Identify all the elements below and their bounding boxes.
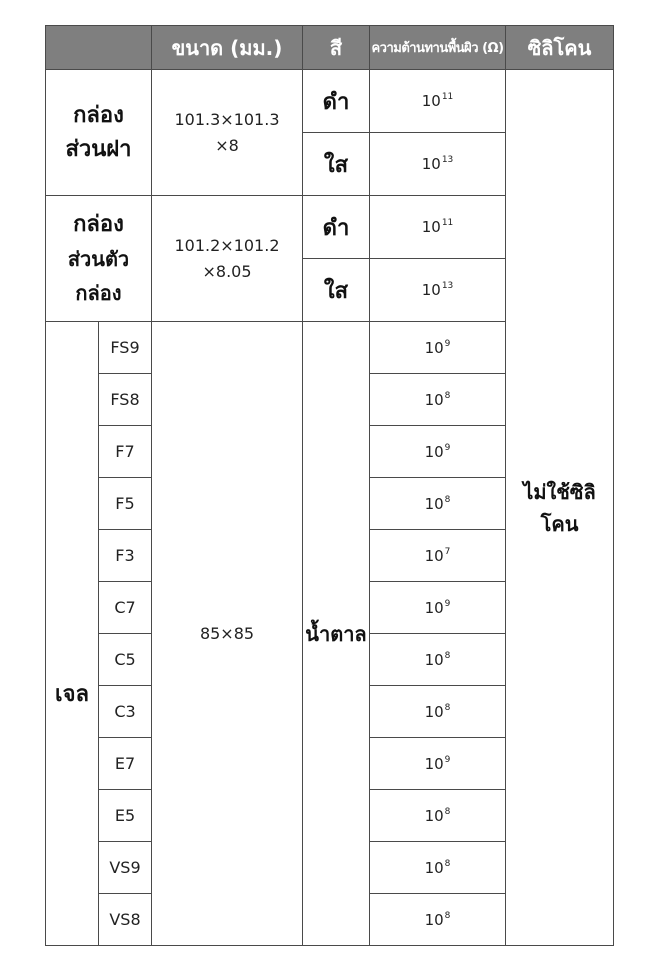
silicone-cell: ไม่ใช้ซิลิโคน (506, 70, 614, 946)
resistance-base: 10 (421, 92, 441, 110)
body-color: ดำ (303, 196, 370, 259)
resistance-exponent: 9 (444, 598, 451, 609)
gel-grade: F7 (99, 426, 152, 478)
gel-resistance (370, 582, 506, 634)
body-resistance (370, 259, 506, 322)
gel-resistance (370, 686, 506, 738)
gel-size: 85×85 (152, 322, 303, 946)
header-blank (46, 26, 152, 70)
lid-size (152, 70, 303, 196)
resistance-base: 10 (421, 281, 441, 299)
lid-name-line2: ส่วนฝา (65, 136, 132, 162)
resistance-base: 10 (424, 754, 444, 773)
resistance-base: 10 (421, 155, 441, 173)
gel-grade: VS8 (99, 894, 152, 946)
resistance-exponent: 8 (444, 650, 451, 661)
gel-grade: F5 (99, 478, 152, 530)
resistance-exponent: 8 (444, 494, 451, 505)
lid-color: ดำ (303, 70, 370, 133)
lid-size-line1: 101.3×101.3 (174, 109, 280, 129)
resistance-base: 10 (421, 218, 441, 236)
resistance-exponent: 8 (444, 806, 451, 817)
resistance-exponent: 9 (444, 442, 451, 453)
body-size-line2: ×8.05 (202, 261, 252, 281)
gel-grade: FS9 (99, 322, 152, 374)
spec-table (45, 25, 614, 946)
lid-name-line1: กล่อง (73, 102, 124, 128)
resistance-base: 10 (424, 650, 444, 669)
resistance-exponent: 7 (444, 546, 451, 557)
header-resistance: ความต้านทานพื้นผิว (Ω) (370, 26, 506, 70)
gel-grade: E7 (99, 738, 152, 790)
gel-resistance (370, 426, 506, 478)
resistance-base: 10 (424, 858, 444, 877)
gel-resistance (370, 894, 506, 946)
body-name (46, 196, 152, 322)
gel-resistance (370, 530, 506, 582)
resistance-base: 10 (424, 910, 444, 929)
resistance-base: 10 (424, 806, 444, 825)
gel-grade: C3 (99, 686, 152, 738)
body-name-line1: กล่อง (73, 211, 124, 237)
resistance-base: 10 (424, 546, 444, 565)
body-size (152, 196, 303, 322)
gel-grade: E5 (99, 790, 152, 842)
gel-resistance (370, 842, 506, 894)
gel-resistance (370, 790, 506, 842)
lid-row-1 (46, 70, 614, 133)
body-name-line2: ส่วนตัวกล่อง (67, 246, 130, 305)
resistance-exponent: 8 (444, 910, 451, 921)
resistance-exponent: 13 (441, 155, 454, 165)
gel-grade: FS8 (99, 374, 152, 426)
header-size: ขนาด (มม.) (152, 26, 303, 70)
lid-resistance (370, 133, 506, 196)
gel-resistance (370, 634, 506, 686)
body-size-line1: 101.2×101.2 (174, 235, 280, 255)
gel-grade: F3 (99, 530, 152, 582)
body-color: ใส (303, 259, 370, 322)
gel-resistance (370, 478, 506, 530)
gel-grade: VS9 (99, 842, 152, 894)
gel-name: เจล (46, 322, 99, 946)
gel-color: น้ำตาล (303, 322, 370, 946)
lid-resistance (370, 70, 506, 133)
resistance-base: 10 (424, 494, 444, 513)
lid-color: ใส (303, 133, 370, 196)
resistance-exponent: 8 (444, 702, 451, 713)
resistance-exponent: 8 (444, 390, 451, 401)
resistance-base: 10 (424, 598, 444, 617)
header-color: สี (303, 26, 370, 70)
header-row (46, 26, 614, 70)
resistance-exponent: 9 (444, 338, 451, 349)
resistance-exponent: 13 (441, 281, 454, 291)
body-resistance (370, 196, 506, 259)
gel-resistance (370, 374, 506, 426)
resistance-exponent: 11 (441, 218, 454, 228)
resistance-exponent: 8 (444, 858, 451, 869)
gel-resistance (370, 738, 506, 790)
gel-grade: C7 (99, 582, 152, 634)
header-silicone: ซิลิโคน (506, 26, 614, 70)
lid-name (46, 70, 152, 196)
resistance-base: 10 (424, 442, 444, 461)
resistance-base: 10 (424, 390, 444, 409)
gel-resistance (370, 322, 506, 374)
resistance-base: 10 (424, 702, 444, 721)
lid-size-line2: ×8 (215, 135, 239, 155)
resistance-exponent: 9 (444, 754, 451, 765)
resistance-exponent: 11 (441, 92, 454, 102)
resistance-base: 10 (424, 338, 444, 357)
gel-grade: C5 (99, 634, 152, 686)
